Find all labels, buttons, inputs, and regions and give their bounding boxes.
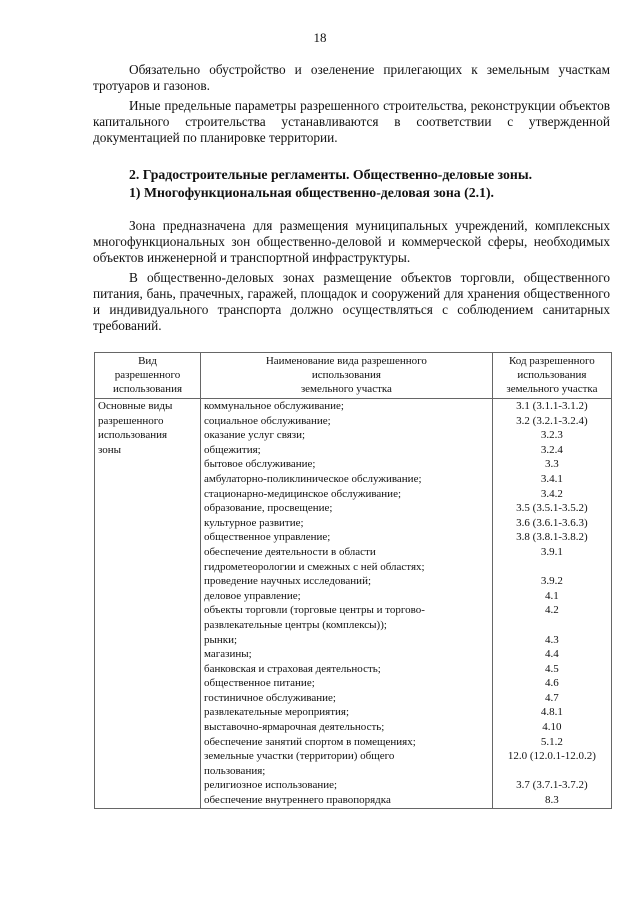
use-code-item: 3.8 (3.8.1-3.8.2) [516, 531, 588, 544]
section-heading [93, 166, 610, 201]
use-code-item: 3.6 (3.6.1-3.6.3) [516, 516, 588, 529]
paragraph-landscaping-text: Обязательно обустройство и озеленение прилегающих к земельным участкам тротуаров и газонов. [93, 62, 610, 93]
use-name-item: амбулаторно-поликлиническое обслуживание; [203, 472, 422, 485]
use-name-item: образование, просвещение; [203, 502, 333, 515]
use-code-item: 4.7 [545, 691, 559, 704]
header-use-code-line: земельного участка [506, 383, 598, 395]
use-name-item: выставочно-ярмарочная деятельность; [203, 721, 385, 734]
use-name-item: обеспечение занятий спортом в помещениях; [203, 735, 416, 748]
use-code-item: 3.7 (3.7.1-3.7.2) [516, 779, 588, 792]
table-header-row [95, 353, 612, 399]
use-code-item: 4.1 [545, 589, 559, 602]
use-code-item: 3.4.1 [540, 472, 563, 485]
header-use-kind-line: Вид [138, 355, 157, 367]
use-name-item: развлекательные мероприятия; [203, 706, 349, 719]
use-code-item: 4.6 [545, 677, 559, 690]
use-name-item: гидрометеорологии и смежных с ней областях; [203, 560, 425, 573]
row-use-codes [492, 399, 611, 809]
use-code-spacer [496, 764, 608, 779]
header-use-kind-line: разрешенного [114, 369, 181, 381]
header-use-name-line: земельного участка [300, 383, 392, 395]
use-code-item: 3.3 [545, 458, 559, 471]
use-name-item: бытовое обслуживание; [203, 458, 316, 471]
use-name-item: обеспечение деятельности в области [203, 545, 376, 558]
use-name-item: общежития; [203, 443, 261, 456]
use-name-item: пользования; [203, 764, 266, 777]
use-code-item: 4.3 [545, 633, 559, 646]
use-code-item: 8.3 [545, 794, 559, 807]
table-body-row [95, 399, 612, 809]
paragraph-placement-rules [93, 270, 610, 334]
use-code-spacer [496, 560, 608, 575]
paragraph-zone-purpose [93, 218, 610, 266]
use-name-item: развлекательные центры (комплексы)); [203, 618, 387, 631]
use-code-item: 4.2 [545, 604, 559, 617]
use-code-item: 4.4 [545, 648, 559, 661]
use-name-item: магазины; [203, 648, 252, 661]
use-name-item: обеспечение внутреннего правопорядка [203, 794, 391, 807]
use-name-item: деловое управление; [203, 589, 301, 602]
row-use-kind [95, 399, 201, 809]
row-use-kind-line: зоны [98, 443, 122, 456]
use-name-item: общественное управление; [203, 531, 331, 544]
use-code-item: 5.1.2 [540, 735, 563, 748]
paragraph-landscaping [93, 62, 610, 94]
use-name-item: стационарно-медицинское обслуживание; [203, 487, 402, 500]
header-use-name-line: использования [311, 369, 381, 381]
use-code-item: 3.4.2 [540, 487, 563, 500]
header-use-name-line: Наименование вида разрешенного [265, 355, 427, 367]
use-name-item: земельные участки (территории) общего [203, 750, 395, 763]
use-name-item: банковская и страховая деятельность; [203, 662, 381, 675]
use-code-item: 3.9.2 [540, 575, 563, 588]
header-use-kind-line: использования [112, 383, 183, 395]
page-number: 18 [313, 30, 327, 45]
use-code-item: 3.1 (3.1.1-3.1.2) [516, 400, 588, 412]
use-code-item: 3.9.1 [540, 545, 563, 558]
use-name-item: социальное обслуживание; [203, 414, 331, 427]
use-code-item: 4.5 [545, 662, 559, 675]
row-use-kind-line: разрешенного [98, 414, 164, 427]
section-heading-line1: 2. Градостроительные регламенты. Общественно-деловые зоны. [129, 167, 533, 182]
use-code-spacer [496, 618, 608, 633]
use-name-item: оказание услуг связи; [203, 429, 306, 442]
use-name-item: коммунальное обслуживание; [203, 400, 344, 412]
header-use-code-line: Код разрешенного [509, 355, 595, 367]
row-use-names [200, 399, 492, 809]
use-name-item: религиозное использование; [203, 779, 338, 792]
header-use-kind [95, 353, 201, 399]
header-use-code [492, 353, 611, 399]
use-code-item: 3.2 (3.2.1-3.2.4) [516, 414, 588, 427]
paragraph-zone-purpose-text: Зона предназначена для размещения муниципальных учреждений, комплексных многофункциональных зон общественно-деловой и коммерческой сферы, необходимых объектов инженерной и транспортной инфраструктуры. [93, 218, 610, 265]
use-name-item: общественное питание; [203, 677, 315, 690]
header-use-code-line: использования [517, 369, 587, 381]
use-code-item: 12.0 (12.0.1-12.0.2) [507, 750, 596, 763]
use-name-item: гостиничное обслуживание; [203, 691, 336, 704]
header-use-name [200, 353, 492, 399]
section-heading-line2: 1) Многофункциональная общественно-деловая зона (2.1). [129, 184, 495, 200]
paragraph-other-parameters-text: Иные предельные параметры разрешенного строительства, реконструкции объектов капитального строительства устанавливаются в соответствии с утвержденной документацией по планировке территории. [93, 98, 610, 145]
row-use-kind-line: Основные виды [98, 400, 173, 412]
use-code-item: 4.10 [542, 721, 562, 734]
permitted-use-table [94, 352, 612, 809]
paragraph-placement-rules-text: В общественно-деловых зонах размещение объектов торговли, общественного питания, бань, прачечных, гаражей, площадок и сооружений для хранения общественного и индивидуального транспорта должно осуществляться с соблюдением санитарных требований. [93, 270, 610, 333]
use-code-item: 3.5 (3.5.1-3.5.2) [516, 502, 588, 515]
use-code-item: 3.2.3 [540, 429, 563, 442]
paragraph-other-parameters [93, 98, 610, 146]
use-code-item: 3.2.4 [540, 443, 563, 456]
row-use-kind-line: использования [98, 429, 168, 442]
use-code-item: 4.8.1 [540, 706, 563, 719]
use-name-item: объекты торговли (торговые центры и торгово- [203, 604, 425, 617]
use-name-item: рынки; [203, 633, 238, 646]
use-name-item: проведение научных исследований; [203, 575, 372, 588]
use-name-item: культурное развитие; [203, 516, 304, 529]
